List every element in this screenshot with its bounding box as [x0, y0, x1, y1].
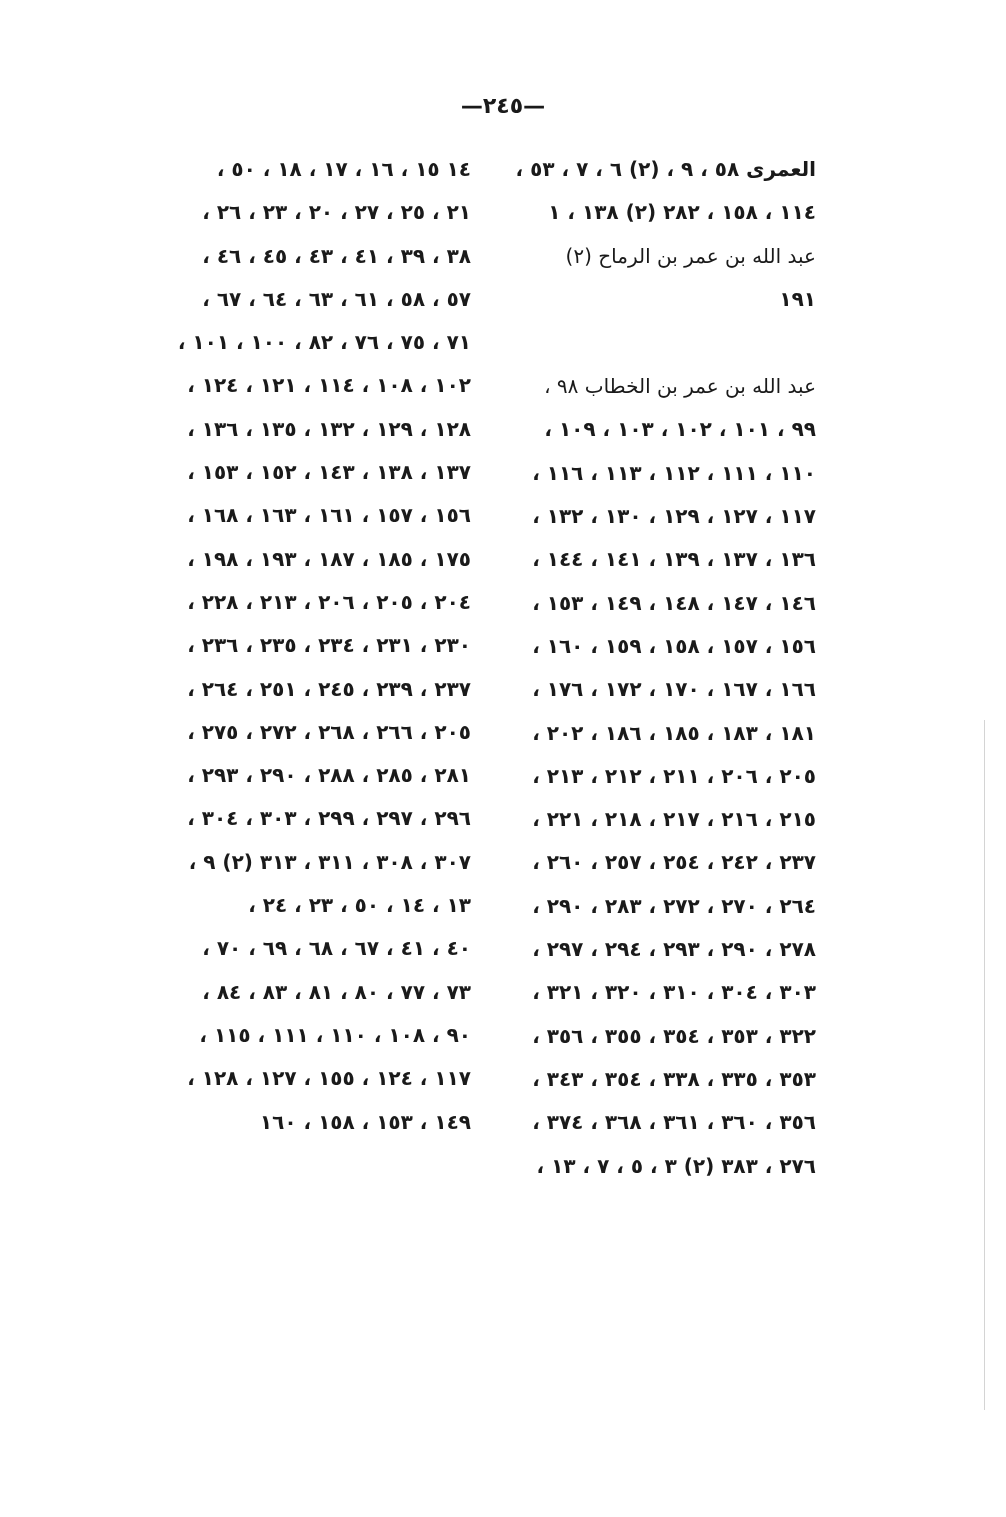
index-entry-heading: عبد الله بن عمر بن الخطاب ٩٨ ،: [544, 374, 816, 399]
index-entry-line: ٣٥٦ ، ٣٦٠ ، ٣٦١ ، ٣٦٨ ، ٣٧٤ ،: [532, 1110, 816, 1135]
index-entry-line: ٢٠٥ ، ٢٠٦ ، ٢١١ ، ٢١٢ ، ٢١٣ ،: [532, 763, 816, 788]
index-entry-line: ٤٠ ، ٤١ ، ٦٧ ، ٦٨ ، ٦٩ ، ٧٠ ،: [202, 936, 471, 961]
index-entry-line: ٩٠ ، ١٠٨ ، ١١٠ ، ١١١ ، ١١٥ ،: [199, 1022, 471, 1047]
scan-edge-mark: [984, 720, 985, 1410]
index-entry-line: ٧٣ ، ٧٧ ، ٨٠ ، ٨١ ، ٨٣ ، ٨٤ ،: [202, 979, 471, 1004]
right-column: [516, 148, 816, 1188]
index-entry-line: ٣٥٣ ، ٣٣٥ ، ٣٣٨ ، ٣٥٤ ، ٣٤٣ ،: [532, 1066, 816, 1091]
index-entry-line: ٢٧٨ ، ٢٩٠ ، ٢٩٣ ، ٢٩٤ ، ٢٩٧ ،: [532, 937, 816, 962]
index-entry-line: ١٩١: [779, 286, 816, 311]
index-entry-line: ٢٦٤ ، ٢٧٠ ، ٢٧٢ ، ٢٨٣ ، ٢٩٠ ،: [532, 893, 816, 918]
index-entry-heading: عبد الله بن عمر بن الرماح (٢): [565, 243, 816, 268]
index-entry-line: ١٣ ، ١٤ ، ٥٠ ، ٢٣ ، ٢٤ ،: [248, 893, 471, 918]
index-entry-line: ١٥٦ ، ١٥٧ ، ١٥٨ ، ١٥٩ ، ١٦٠ ،: [532, 633, 816, 658]
index-entry-line: ١٤ ١٥ ، ١٦ ، ١٧ ، ١٨ ، ٥٠ ،: [216, 157, 471, 181]
left-column: [161, 148, 471, 1144]
index-entry-line: ٢١ ، ٢٥ ، ٢٧ ، ٢٠ ، ٢٣ ، ٢٦ ،: [202, 200, 471, 225]
index-entry-line: ١١٠ ، ١١١ ، ١١٢ ، ١١٣ ، ١١٦ ،: [532, 460, 816, 485]
index-entry-line: العمرى ٥٨ ، ٩ ، (٢) ٦ ، ٧ ، ٥٣ ،: [516, 157, 816, 181]
index-entry-line: ٧١ ، ٧٥ ، ٧٦ ، ٨٢ ، ١٠٠ ، ١٠١ ،: [177, 330, 471, 355]
index-entry-line: ١٣٧ ، ١٣٨ ، ١٤٣ ، ١٥٢ ، ١٥٣ ،: [187, 460, 471, 485]
index-entry-line: ١٠٢ ، ١٠٨ ، ١١٤ ، ١٢١ ، ١٢٤ ،: [187, 373, 471, 398]
index-entry-line: ٩٩ ، ١٠١ ، ١٠٢ ، ١٠٣ ، ١٠٩ ،: [544, 417, 816, 442]
index-entry-line: ١١٧ ، ١٢٤ ، ١٥٥ ، ١٢٧ ، ١٢٨ ،: [187, 1066, 471, 1091]
index-entry-line: ١٦٦ ، ١٦٧ ، ١٧٠ ، ١٧٢ ، ١٧٦ ،: [532, 677, 816, 702]
index-entry-line: ٣٠٣ ، ٣٠٤ ، ٣١٠ ، ٣٢٠ ، ٣٢١ ،: [532, 980, 816, 1005]
index-entry-line: ٢٠٥ ، ٢٦٦ ، ٢٦٨ ، ٢٧٢ ، ٢٧٥ ،: [187, 719, 471, 744]
index-entry-line: ١٥٦ ، ١٥٧ ، ١٦١ ، ١٦٣ ، ١٦٨ ،: [187, 503, 471, 528]
index-entry-line: ٣٠٧ ، ٣٠٨ ، ٣١١ ، ٣١٣ (٢) ٩ ،: [188, 849, 471, 874]
index-entry-line: ١٣٦ ، ١٣٧ ، ١٣٩ ، ١٤١ ، ١٤٤ ،: [532, 547, 816, 572]
index-entry-line: ٢٩٦ ، ٢٩٧ ، ٢٩٩ ، ٣٠٣ ، ٣٠٤ ،: [187, 806, 471, 831]
index-entry-line: ١٨١ ، ١٨٣ ، ١٨٥ ، ١٨٦ ، ٢٠٢ ،: [532, 720, 816, 745]
index-entry-line: ٢٧٦ ، ٣٨٣ (٢) ٣ ، ٥ ، ٧ ، ١٣ ،: [536, 1153, 816, 1178]
index-entry-line: ١٢٨ ، ١٢٩ ، ١٣٢ ، ١٣٥ ، ١٣٦ ،: [187, 416, 471, 441]
index-entry-line: ٣٨ ، ٣٩ ، ٤١ ، ٤٣ ، ٤٥ ، ٤٦ ،: [202, 243, 471, 268]
index-entry-line: ٢١٥ ، ٢١٦ ، ٢١٧ ، ٢١٨ ، ٢٢١ ،: [532, 807, 816, 832]
index-entry-line: ٢٣٠ ، ٢٣١ ، ٢٣٤ ، ٢٣٥ ، ٢٣٦ ،: [187, 633, 471, 658]
index-entry-line: ١٤٦ ، ١٤٧ ، ١٤٨ ، ١٤٩ ، ١٥٣ ،: [532, 590, 816, 615]
index-entry-line: ١١٧ ، ١٢٧ ، ١٢٩ ، ١٣٠ ، ١٣٢ ،: [532, 504, 816, 529]
index-entry-line: ١٧٥ ، ١٨٥ ، ١٨٧ ، ١٩٣ ، ١٩٨ ،: [187, 546, 471, 571]
index-entry-line: ٢٣٧ ، ٢٣٩ ، ٢٤٥ ، ٢٥١ ، ٢٦٤ ،: [187, 676, 471, 701]
index-entry-line: ٢٠٤ ، ٢٠٥ ، ٢٠٦ ، ٢١٣ ، ٢٢٨ ،: [187, 589, 471, 614]
index-entry-line: ١٤٩ ، ١٥٣ ، ١٥٨ ، ١٦٠: [259, 1109, 471, 1134]
index-entry-line: ٢٨١ ، ٢٨٥ ، ٢٨٨ ، ٢٩٠ ، ٢٩٣ ،: [187, 763, 471, 788]
index-entry-line: ٣٢٢ ، ٣٥٣ ، ٣٥٤ ، ٣٥٥ ، ٣٥٦ ،: [532, 1023, 816, 1048]
index-entry-line: ١١٤ ، ١٥٨ ، ٢٨٢ (٢) ١٣٨ ، ١: [548, 200, 816, 225]
index-entry-line: ٥٧ ، ٥٨ ، ٦١ ، ٦٣ ، ٦٤ ، ٦٧ ،: [202, 286, 471, 311]
entry-gap: [516, 321, 816, 365]
page-number: —٢٤٥—: [460, 94, 546, 119]
index-entry-line: ٢٣٧ ، ٢٤٢ ، ٢٥٤ ، ٢٥٧ ، ٢٦٠ ،: [532, 850, 816, 875]
